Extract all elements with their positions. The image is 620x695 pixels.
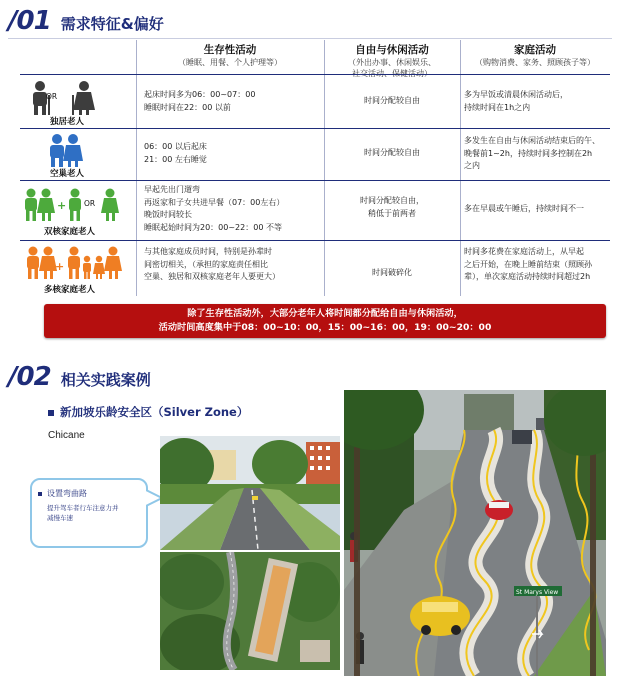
row-label-dual-core: 双核家庭老人 (44, 227, 96, 237)
family-cell: 多为早饭或清晨休闲活动后， 持续时间在1h之内 (464, 90, 568, 112)
chicane-road-photo (344, 390, 606, 676)
leisure-cell: 时间分配较自由 (364, 148, 420, 157)
table-row (20, 180, 610, 240)
summary-banner: 除了生存性活动外，大部分老年人将时间都分配给自由与休闲活动， 活动时间高度集中于08：00~10：00，15：00~16：00，19：00~20：00 (44, 304, 606, 338)
plus-sign: + (55, 260, 65, 273)
street-sign: St Marys View (516, 589, 559, 596)
leisure-cell: 时间破碎化 (372, 268, 412, 277)
section-number: /02 (8, 362, 51, 392)
case-title: 新加坡乐龄安全区（Silver Zone） (48, 404, 248, 420)
header-leisure: 自由与休闲活动 （外出办事、休闲娱乐、 社交活动、保健活动） (348, 44, 436, 78)
empty-nest-couple-icon (46, 133, 86, 167)
multi-core-family-icon (24, 245, 124, 279)
row-label-multi-core: 多核家庭老人 (44, 285, 96, 295)
callout-box (30, 478, 148, 548)
divider (8, 38, 612, 39)
callout-title: 设置弯曲路 (47, 489, 87, 498)
leisure-cell: 时间分配较自由 (364, 96, 420, 105)
table-row (20, 74, 610, 128)
family-cell: 多在早晨或午睡后，持续时间不一 (464, 204, 584, 213)
aerial-photo (160, 552, 340, 670)
header-family: 家庭活动 （购物消费、家务、照顾孩子等） (475, 44, 595, 67)
street-photo (160, 436, 340, 550)
survival-cell: 起床时间多为06：00~07：00 睡眠时间在22：00 以前 (144, 90, 256, 112)
row-label-empty-nest: 空巢老人 (50, 169, 85, 179)
section-heading-02 (8, 362, 151, 392)
plus-sign: + (57, 199, 67, 212)
case-subtitle: Chicane (48, 430, 85, 441)
single-elder-icon (26, 79, 116, 115)
family-cell: 多发生在自由与休闲活动结束后的午、 晚餐前1~2h，持续时间多控制在2h 之内 (464, 136, 600, 170)
row-label-single-elder: 独居老人 (50, 117, 85, 127)
callout-description: 提升驾车者行车注意力并 减慢车速 (47, 504, 119, 522)
survival-cell: 06：00 以后起床 21：00 左右睡觉 (144, 142, 207, 164)
leisure-cell: 时间分配较自由， 稍低于前两者 (360, 196, 424, 218)
bullet-square-icon (48, 410, 54, 416)
table-row (20, 240, 610, 296)
survival-cell: 与其他家庭成员时间，特别是孙辈时 间密切相关，（承担的家庭责任相比 空巢、独居和双核家庭老年人要更大） (144, 247, 280, 281)
family-cell: 时间多花费在家庭活动上，从早起 之后开始，在晚上睡前结束（照顾孙 辈），单次家庭活动持续时间超过2h (464, 247, 592, 281)
or-label: OR (84, 199, 96, 208)
section-title: 相关实践案例 (60, 371, 151, 389)
bullet-icon (38, 492, 42, 496)
header-survival: 生存性活动 （睡眠、用餐、个人护理等） (178, 44, 282, 67)
table-row (20, 128, 610, 180)
dual-core-family-icon (22, 187, 122, 221)
survival-cell: 早起先出门遛弯 再返家和子女共进早餐（07：00左右） 晚饭时间较长 睡眠起始时间为20：00~22：00 不等 (144, 185, 285, 232)
or-label: OR (46, 92, 58, 101)
section-title: 需求特征&偏好 (60, 15, 164, 33)
section-heading-01 (8, 6, 164, 36)
section-number: /01 (8, 6, 51, 36)
